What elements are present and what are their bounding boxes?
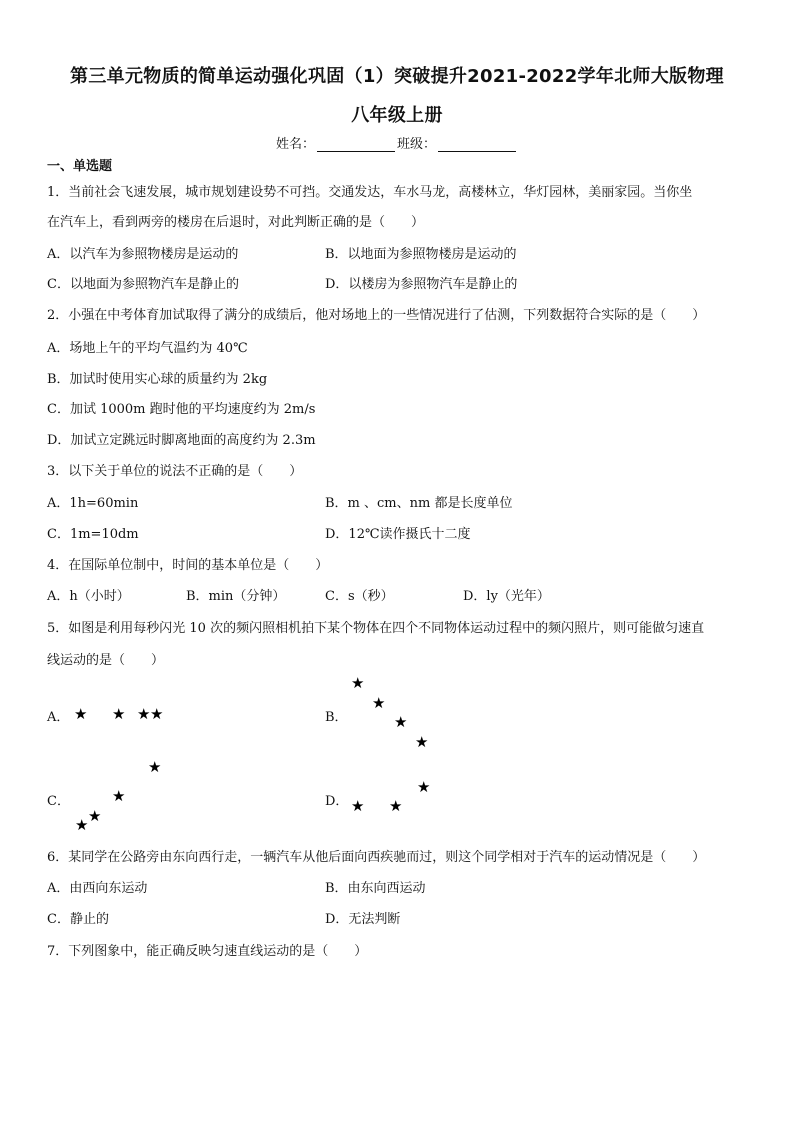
q5-option-a: A． bbox=[47, 710, 70, 725]
q5-stem-line-2: 线运动的是（ ） bbox=[47, 653, 165, 668]
q5-c-star-1: ★ bbox=[148, 758, 162, 776]
q2-option-b: B．加试时使用实心球的质量约为 2kg bbox=[47, 372, 268, 387]
q6-option-a: A．由西向东运动 bbox=[47, 881, 148, 896]
q7-stem: 7．下列图象中，能正确反映匀速直线运动的是（ ） bbox=[47, 944, 368, 959]
q2-stem: 2．小强在中考体育加试取得了满分的成绩后，他对场地上的一些情况进行了估测，下列数据符合实际的是（ ） bbox=[47, 308, 706, 323]
q5-c-star-3: ★ bbox=[88, 807, 102, 825]
q5-option-d: D． bbox=[325, 794, 349, 809]
q3-option-b: B．m 、cm、nm 都是长度单位 bbox=[325, 496, 513, 511]
q5-option-c: C． bbox=[47, 794, 70, 809]
q1-option-b: B．以地面为参照物楼房是运动的 bbox=[325, 247, 517, 262]
q5-d-star-1: ★ bbox=[417, 778, 431, 796]
q4-option-d: D．ly（光年） bbox=[463, 589, 550, 604]
q6-option-b: B．由东向西运动 bbox=[325, 881, 426, 896]
q5-a-star-1: ★ bbox=[74, 705, 88, 723]
q5-stem-line-1: 5．如图是利用每秒闪光 10 次的频闪照相机拍下某个物体在四个不同物体运动过程中的频闪照片，则可能做匀速直 bbox=[47, 621, 705, 636]
q2-option-d: D．加试立定跳远时脚离地面的高度约为 2.3m bbox=[47, 433, 316, 448]
student-info-line bbox=[0, 133, 794, 152]
q5-b-star-3: ★ bbox=[394, 713, 408, 731]
q2-option-c: C．加试 1000m 跑时他的平均速度约为 2m/s bbox=[47, 402, 316, 417]
q1-option-a: A．以汽车为参照物楼房是运动的 bbox=[47, 247, 239, 262]
q5-d-star-3: ★ bbox=[389, 797, 403, 815]
q3-option-d: D．12℃读作摄氏十二度 bbox=[325, 527, 471, 542]
q5-b-star-1: ★ bbox=[351, 674, 365, 692]
q1-stem-line-1: 1．当前社会飞速发展，城市规划建设势不可挡。交通发达，车水马龙，高楼林立，华灯园林，美丽家园。当你坐 bbox=[47, 185, 693, 200]
q5-d-star-2: ★ bbox=[351, 797, 365, 815]
name-label: 姓名： bbox=[275, 137, 315, 152]
q6-option-c: C．静止的 bbox=[47, 912, 109, 927]
class-label: 班级： bbox=[397, 137, 437, 152]
q4-stem: 4．在国际单位制中，时间的基本单位是（ ） bbox=[47, 558, 329, 573]
q5-b-star-4: ★ bbox=[415, 733, 429, 751]
q5-a-star-4: ★ bbox=[150, 705, 164, 723]
q3-option-a: A．1h=60min bbox=[47, 496, 139, 511]
name-blank[interactable] bbox=[317, 137, 395, 152]
q1-option-d: D．以楼房为参照物汽车是静止的 bbox=[325, 277, 518, 292]
q5-b-star-2: ★ bbox=[372, 694, 386, 712]
q6-stem: 6．某同学在公路旁由东向西行走，一辆汽车从他后面向西疾驰而过，则这个同学相对于汽车的运动情况是（ ） bbox=[47, 850, 706, 865]
document-title-line-2: 八年级上册 bbox=[351, 105, 443, 126]
q5-option-b: B． bbox=[325, 710, 348, 725]
q4-option-a: A．h（小时） bbox=[47, 589, 130, 604]
q5-c-star-4: ★ bbox=[75, 816, 89, 834]
document-title-line-1: 第三单元物质的简单运动强化巩固（1）突破提升2021-2022学年北师大版物理 bbox=[70, 66, 724, 87]
q6-option-d: D．无法判断 bbox=[325, 912, 401, 927]
q1-option-c: C．以地面为参照物汽车是静止的 bbox=[47, 277, 239, 292]
section-title: 一、单选题 bbox=[47, 159, 113, 174]
q3-option-c: C．1m=10dm bbox=[47, 527, 139, 542]
q1-stem-line-2: 在汽车上，看到两旁的楼房在后退时，对此判断正确的是（ ） bbox=[47, 215, 425, 230]
q3-stem: 3．以下关于单位的说法不正确的是（ ） bbox=[47, 464, 303, 479]
q5-c-star-2: ★ bbox=[112, 787, 126, 805]
q5-a-star-3: ★ bbox=[137, 705, 151, 723]
q4-option-c: C．s（秒） bbox=[325, 589, 394, 604]
q4-option-b: B．min（分钟） bbox=[186, 589, 286, 604]
class-blank[interactable] bbox=[438, 137, 516, 152]
q2-option-a: A．场地上午的平均气温约为 40℃ bbox=[47, 341, 248, 356]
q5-a-star-2: ★ bbox=[112, 705, 126, 723]
